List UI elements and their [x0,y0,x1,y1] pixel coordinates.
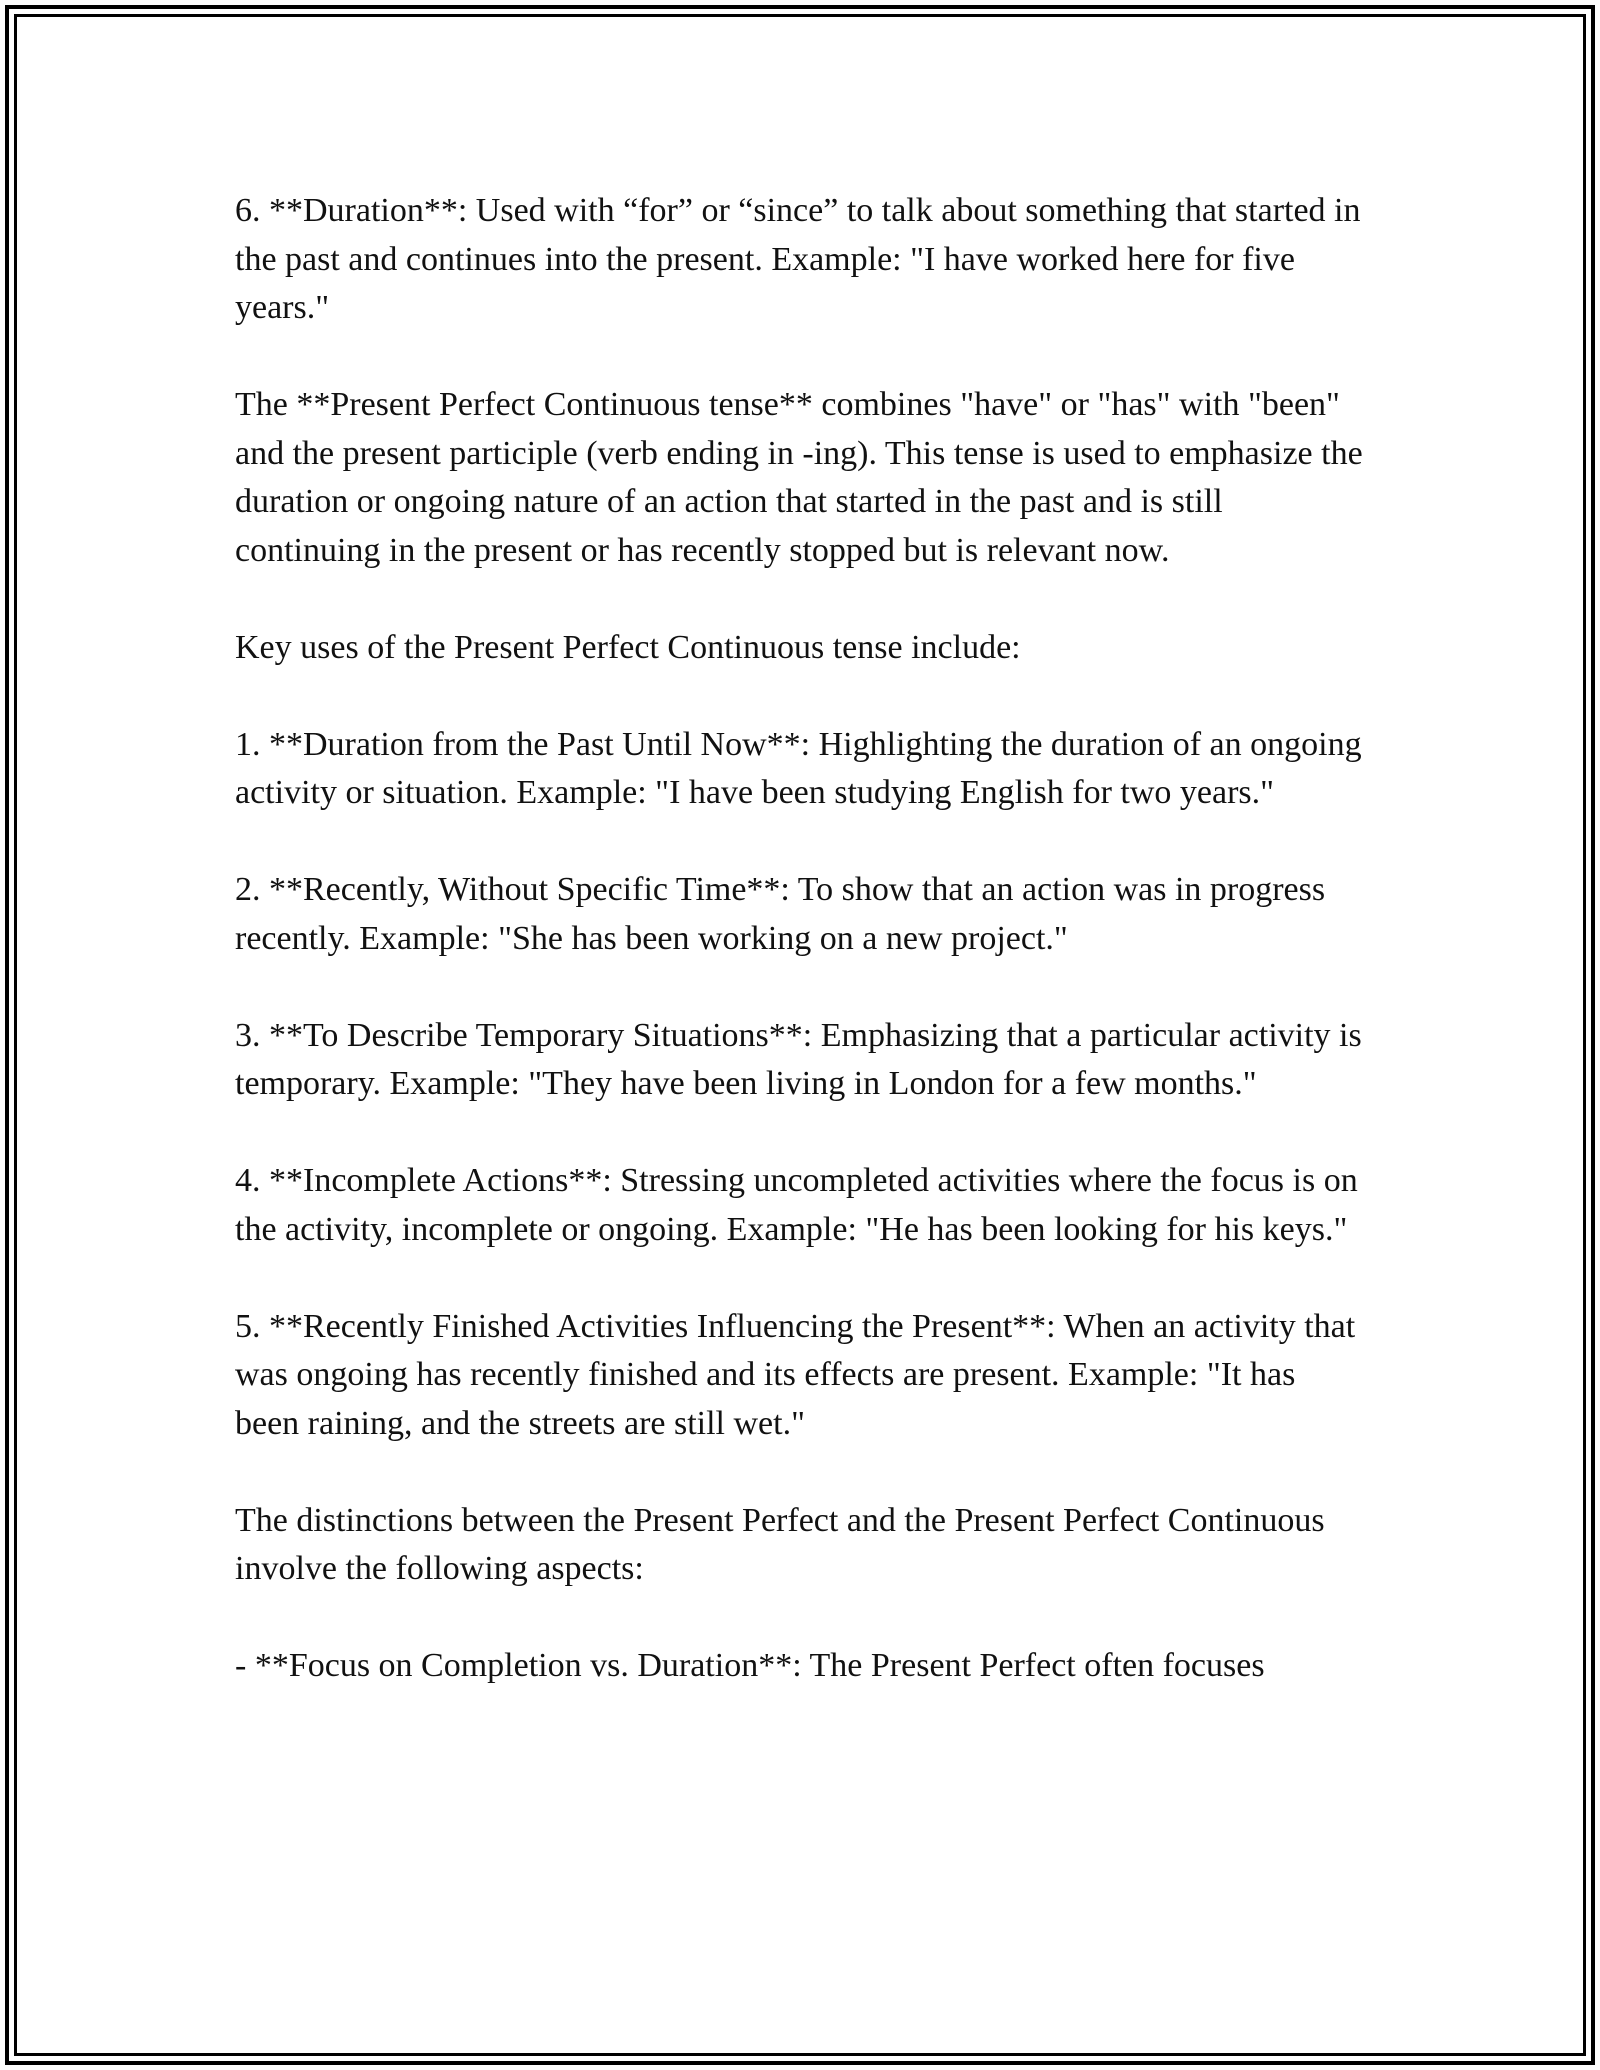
paragraph-present-perfect-continuous-intro: The **Present Perfect Continuous tense** combines "have" or "has" with "been" and the present participle (verb ending in -ing). This tense is used to emphasize the duration or ongoing nature of an action that started in the past and is still continuing in the present or has recently stopped but is relevant now. [235,386,1363,569]
list-item-completion-vs-duration: - **Focus on Completion vs. Duration**: The Present Perfect often focuses [235,1647,1265,1684]
list-item-recently-without-time: 2. **Recently, Without Specific Time**: To show that an action was in progress recently. Example: "She has been working on a new project." [235,871,1326,957]
document-body [235,187,1365,1739]
paragraph-duration-usage: 6. **Duration**: Used with “for” or “since” to talk about something that started in the past and continues into the present. Example: "I have worked here for five years." [235,192,1361,326]
list-item-duration-from-past: 1. **Duration from the Past Until Now**: Highlighting the duration of an ongoing activity or situation. Example: "I have been studying English for two years." [235,725,1362,811]
list-item-recently-finished: 5. **Recently Finished Activities Influencing the Present**: When an activity that was ongoing has recently finished and its effects are present. Example: "It has been raining, and the streets are still wet." [235,1307,1356,1442]
list-item-incomplete-actions: 4. **Incomplete Actions**: Stressing uncompleted activities where the focus is on the activity, incomplete or ongoing. Example: "He has been looking for his keys." [235,1162,1358,1248]
paragraph-distinctions-intro: The distinctions between the Present Perfect and the Present Perfect Continuous involve the following aspects: [235,1501,1325,1587]
list-item-temporary-situations: 3. **To Describe Temporary Situations**: Emphasizing that a particular activity is temporary. Example: "They have been living in London for a few months." [235,1016,1362,1102]
paragraph-key-uses-heading: Key uses of the Present Perfect Continuous tense include: [235,628,1021,666]
